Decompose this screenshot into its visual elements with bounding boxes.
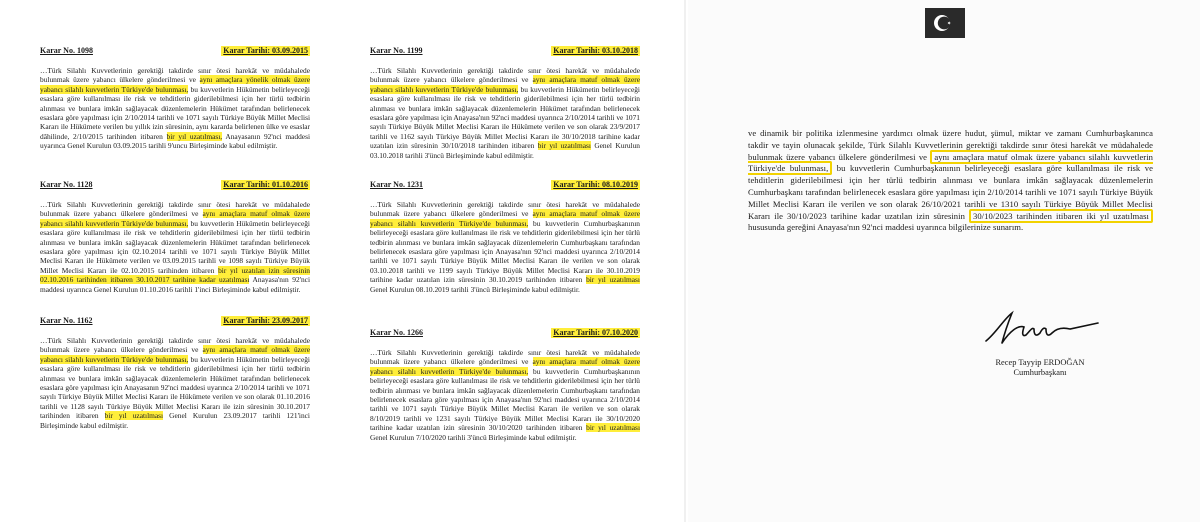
highlighted-text: aynı amaçlara matuf olmak üzere yabancı silahlı kuvvetlerin Türkiye'de bulunması, [370, 357, 640, 376]
text-segment: hususunda gereğini Anayasa'nın 92'nci maddesi uyarınca bilgilerinize sunarım. [748, 222, 1024, 233]
highlighted-text: bir yıl uzatılması [537, 141, 591, 151]
highlighted-text: aynı amaçlara yönelik olmak üzere yabancı silahlı kuvvetlerin Türkiye'de bulunması, [40, 75, 310, 94]
text-segment: bu kuvvetlerin Cumhurbaşkanının belirleyeceği esaslara göre kullanılması ile risk ve tehditlerin giderilebilmesi için her türlü tedbirin alınması ve bunlara imkân sağlayacak düzenlemelerin Cumhurbaşkanı tarafından belirlenecek esaslara göre yapılması için Anayasa'nın 92'nci maddesi uyarınca 2/10/2014 tarihli ve 1071 sayılı Türkiye Büyük Millet Meclisi Kararı ile verilen ve son olarak 03.10.2018 tarihli ve 1199 sayılı Türkiye Büyük Millet Meclisi Kararı ile 30.10.2019 tarihine kadar uzatılan izin süresinin 30.10.2019 tarihinden itibaren [370, 218, 640, 285]
turkish-flag-icon [925, 8, 965, 38]
text-segment: bu kuvvetlerin Hükümetin belirleyeceği esaslara göre kullanılması ile risk ve tehditlerin giderilebilmesi için her türlü tedbirin alınması ve bunlara imkân sağlayacak düzenlemelerin Hükümet tarafından belirlenecek esaslara göre yapılması için 02.10.2014 tarihli ve 1071 sayılı Türkiye Büyük Millet Meclisi Kararı ile Hükümete verilen ve 03.09.2015 tarihli ve 1098 sayılı Türkiye Büyük Millet Meclisi Kararı ile 02.10.2015 tarihinden itibaren [40, 218, 310, 275]
signer-title: Cumhurbaşkanı [1013, 368, 1067, 378]
decision-date: Karar Tarihi: 01.10.2016 [223, 180, 308, 190]
text-segment: bu kuvvetlerin Hükümetin belirleyeceği esaslara göre kullanılması ile risk ve tehditlerin giderilebilmesi için her türlü tedbirin alınması ve bunlara imkân sağlayacak düzenlemelerin Hükümet tarafından belirlenecek esaslara göre yapılması için 2/10/2014 tarihli ve 1071 sayılı Türkiye Büyük Millet Meclisi Kararı ile Hükümete verilen bu yıllık izin süresinin, aynı kararda belirlenen ülke ve esaslar dâhilinde, 2/10/2015 tarihinden itibaren [40, 84, 310, 141]
decision-number: Karar No. 1098 [40, 46, 93, 56]
decision-number: Karar No. 1199 [370, 46, 423, 56]
decision-1098 [40, 44, 310, 151]
decision-text [370, 348, 640, 442]
decision-number: Karar No. 1231 [370, 180, 423, 190]
text-segment: Genel Kurulun 08.10.2019 tarihli 3'üncü Birleşiminde kabul edilmiştir. [370, 284, 580, 294]
highlighted-text: aynı amaçlara matuf olmak üzere yabancı silahlı kuvvetlerin Türkiye'de bulunması, [40, 345, 310, 364]
highlighted-text: aynı amaçlara matuf olmak üzere yabancı silahlı kuvvetlerin Türkiye'de bulunması, [370, 75, 640, 94]
decision-date: Karar Tarihi: 03.10.2018 [553, 46, 638, 56]
text-segment: …Türk Silahlı Kuvvetlerinin gerektiği takdirde sınır ötesi harekât ve müdahalede bulunmak üzere yabancı ülkelere gönderilmesi ve [40, 66, 310, 85]
text-segment: Genel Kurulun 23.09.2017 tarihli 121'inci Birleşiminde kabul edilmiştir. [40, 411, 310, 430]
highlighted-text: bir yıl uzatılması, [166, 131, 223, 141]
crescent-star-icon [925, 8, 965, 38]
text-segment: …Türk Silahlı Kuvvetlerinin gerektiği takdirde sınır ötesi harekât ve müdahalede bulunmak üzere yabancı ülkelere gönderilmesi ve [40, 336, 310, 355]
text-segment: Genel Kurulun 7/10/2020 tarihli 3'üncü Birleşiminde kabul edilmiştir. [370, 432, 577, 442]
decision-1199 [370, 44, 640, 160]
text-segment: …Türk Silahlı Kuvvetlerinin gerektiği takdirde sınır ötesi harekât ve müdahalede bulunmak üzere yabancı ülkelere gönderilmesi ve [370, 66, 640, 85]
text-segment: …Türk Silahlı Kuvvetlerinin gerektiği takdirde sınır ötesi harekât ve müdahalede bulunmak üzere yabancı ülkelere gönderilmesi ve [40, 200, 310, 219]
text-segment: bu kuvvetlerin Cumhurbaşkanının belirleyeceği esaslara göre kullanılması ile risk ve tehditlerin giderilebilmesi için her türlü tedbirin alınması ve bunlara imkân sağlayacak düzenlemelerin Cumhurbaşkanı tarafından belirlenecek esaslara göre yapılması için Anayasa'nın 92'nci maddesi uyarınca 2/10/2014 tarihli ve 1071 sayılı Türkiye Büyük Millet Meclisi Kararı ile verilen ve son olarak 8/10/2019 tarihli ve 1231 sayılı Türkiye Büyük Millet Meclisi Kararı ile 30/10/2020 tarihine kadar uzatılan izin süresinin 30/10/2020 tarihinden itibaren [370, 366, 640, 433]
decision-date: Karar Tarihi: 08.10.2019 [553, 180, 638, 190]
highlighted-text: aynı amaçlara matuf olmak üzere yabancı silahlı kuvvetlerin Türkiye'de bulunması, [748, 151, 1154, 174]
decision-1128 [40, 178, 310, 294]
decision-number: Karar No. 1266 [370, 328, 423, 338]
highlighted-text: aynı amaçlara matuf olmak üzere yabancı silahlı kuvvetlerin Türkiye'de bulunması, [40, 209, 310, 228]
highlighted-text: bir yıl uzatılması [586, 423, 640, 433]
highlighted-text: bir yıl uzatılması [104, 411, 164, 421]
text-segment: ve dinamik bir politika izlenmesine yardımcı olmak üzere hudut, şümul, miktar ve zamanı Cumhurbaşkanınca takdir ve tayin olunacak şekilde, Türk Silahlı Kuvvetlerinin gerektiği takdirde sınır ötesi harekât ve müdahalede bulunmak üzere yabancı ülkelere gönderilmesi ve [748, 128, 1153, 162]
signer-block [980, 358, 1100, 379]
highlighted-text: bir yıl uzatılan izin süresinin 02.10.2016 tarihinden itibaren 30.10.2017 tarihine kadar uzatılması [40, 265, 310, 285]
decision-text [370, 66, 640, 160]
decision-1162 [40, 314, 310, 430]
decision-text [40, 200, 310, 294]
signature-image [978, 305, 1118, 350]
text-segment: Anayasanın 92'nci maddesi uyarınca Genel Kurulun 03.09.2015 tarihli 9'uncu Birleşiminde kabul edilmiştir. [40, 131, 310, 151]
text-segment: Anayasa'nın 92'nci maddesi uyarınca Genel Kurulun 01.10.2016 tarihli 1'inci Birleşiminde kabul edilmiştir. [40, 275, 311, 294]
decision-number: Karar No. 1162 [40, 316, 93, 326]
signer-name: Recep Tayyip ERDOĞAN [995, 358, 1085, 367]
page-divider [684, 0, 686, 522]
text-segment: bu kuvvetlerin Hükümetin belirleyeceği esaslara göre kullanılması ile risk ve tehditlerin giderilebilmesi için her türlü tedbirin alınması ve bunlara imkân sağlayacak düzenlemelerin Hükümet tarafından belirlenecek esaslara göre yapılması için Anayasa'nın 92'nci maddesi uyarınca 2/10/2014 tarihli ve 1071 sayılı Türkiye Büyük Millet Meclisi Kararı ile Hükümete verilen ve son olarak 23/9/2017 tarihli ve 1162 sayılı Türkiye Büyük Millet Meclisi Kararı ile 30/10/2018 tarihine kadar uzatılan izin süresinin 30/10/2018 tarihinden itibaren [370, 84, 640, 151]
text-segment: …Türk Silahlı Kuvvetlerinin gerektiği takdirde sınır ötesi harekât ve müdahalede bulunmak üzere yabancı ülkelere gönderilmesi ve [370, 200, 640, 219]
decision-date: Karar Tarihi: 03.09.2015 [223, 46, 308, 56]
decision-date: Karar Tarihi: 07.10.2020 [553, 328, 638, 338]
presidential-letter-page [688, 0, 1200, 522]
decision-number: Karar No. 1128 [40, 180, 93, 190]
decision-1231 [370, 178, 640, 294]
decision-text [40, 66, 310, 151]
highlighted-text: 30/10/2023 tarihinden itibaren iki yıl uzatılması [969, 209, 1153, 223]
decision-1266 [370, 326, 640, 442]
text-segment: Genel Kurulun 03.10.2018 tarihli 3'üncü Birleşiminde kabul edilmiştir. [370, 141, 640, 160]
letter-body [748, 128, 1153, 234]
decision-text [370, 200, 640, 294]
text-segment: bu kuvvetlerin Cumhurbaşkanının belirleyeceği esaslara göre kullanılması ile risk ve tehditlerin giderilebilmesi için her türlü tedbirin alınması ve bunlara imkân sağlayacak düzenlemelerin Cumhurbaşkanı tarafından belirlenecek esaslara göre yapılması için 2/10/2014 tarihli ve 1071 sayılı Türkiye Büyük Millet Meclisi Kararı ile verilen ve son olarak 26/10/2021 tarihli ve 1310 sayılı Türkiye Büyük Millet Meclisi Kararı ile 30/10/2023 tarihine kadar uzatılan izin süresinin [748, 163, 1153, 221]
text-segment: bu kuvvetlerin Hükümetin belirleyeceği esaslara göre kullanılması ile risk ve tehditlerin giderilebilmesi için her türlü tedbirin alınması ve bunlara imkân sağlayacak düzenlemelerin Hükümet tarafından belirlenecek esaslara göre yapılması için Anayasanın 92'nci maddesi uyarınca 2/10/2014 tarihli ve 1071 sayılı Türkiye Büyük Millet Meclisi Kararı ile Hükümete verilen ve son olarak 01.10.2016 tarihli ve 1128 sayılı Türkiye Büyük Millet Meclisi Kararı ile izin süresinin 30.10.2017 tarihinden itibaren [40, 354, 310, 421]
decision-text [40, 336, 310, 430]
decision-date: Karar Tarihi: 23.09.2017 [223, 316, 308, 326]
highlighted-text: bir yıl uzatılması [586, 275, 640, 285]
text-segment: …Türk Silahlı Kuvvetlerinin gerektiği takdirde sınır ötesi harekât ve müdahalede bulunmak üzere yabancı ülkelere gönderilmesi ve [370, 348, 640, 367]
highlighted-text: aynı amaçlara matuf olmak üzere yabancı silahlı kuvvetlerin Türkiye'de bulunması, [370, 209, 640, 228]
